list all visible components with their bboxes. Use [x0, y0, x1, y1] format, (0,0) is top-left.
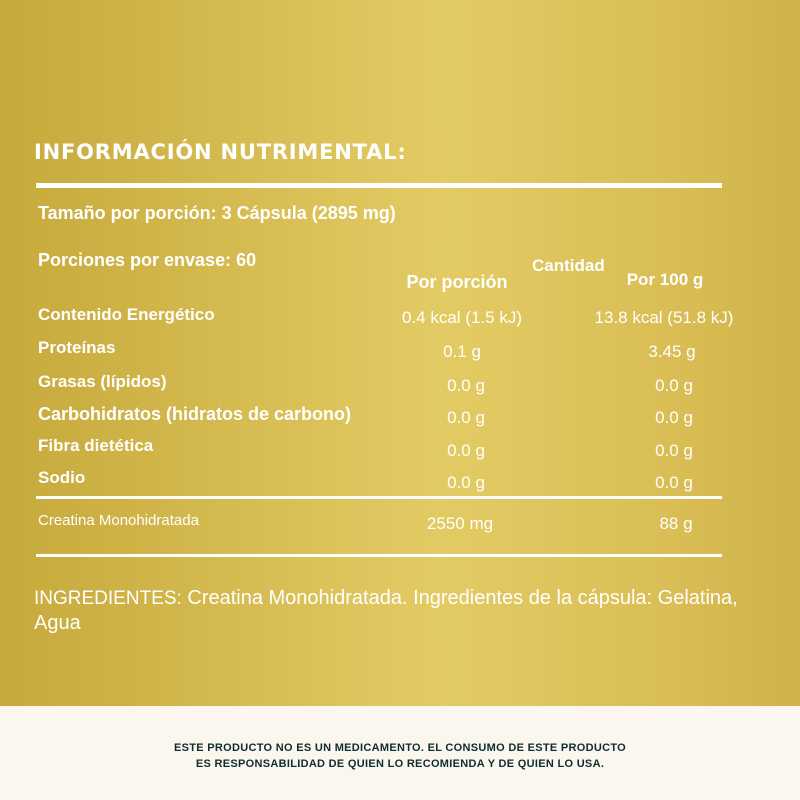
- creatine-per-100g: 88 g: [659, 514, 693, 533]
- per-serving-header: Por porción: [406, 272, 508, 292]
- serving-size: Tamaño por porción: 3 Cápsula (2895 mg): [38, 203, 396, 223]
- top-divider: [36, 183, 722, 188]
- nutrient-per-serving: 0.4 kcal (1.5 kJ): [402, 308, 522, 327]
- servings-per-container: Porciones por envase: 60: [38, 250, 257, 270]
- nutrient-per-100g: 13.8 kcal (51.8 kJ): [594, 308, 734, 327]
- disclaimer-line-1: ESTE PRODUCTO NO ES UN MEDICAMENTO. EL CONSUMO DE ESTE PRODUCTO: [173, 742, 627, 754]
- bottom-divider: [36, 554, 722, 557]
- nutrient-per-100g: 3.45 g: [648, 342, 696, 361]
- per-100g-header: Por 100 g: [626, 270, 704, 289]
- creatine-per-serving: 2550 mg: [426, 514, 494, 533]
- nutrient-per-serving: 0.0 g: [447, 441, 485, 460]
- nutrient-name: Carbohidratos (hidratos de carbono): [38, 404, 352, 424]
- creatine-name: Creatina Monohidratada: [38, 512, 199, 529]
- nutrient-name: Contenido Energético: [38, 305, 215, 324]
- nutrient-per-serving: 0.1 g: [443, 342, 481, 361]
- ingredients-label: INGREDIENTES:: [34, 588, 182, 609]
- label-title: INFORMACIÓN NUTRIMENTAL:: [34, 140, 407, 164]
- nutrient-per-serving: 0.0 g: [447, 473, 485, 492]
- nutrient-per-serving: 0.0 g: [447, 376, 485, 395]
- ingredients-block: [34, 586, 754, 635]
- middle-divider: [36, 496, 722, 499]
- disclaimer-line-2: ES RESPONSABILIDAD DE QUIEN LO RECOMIENDA Y DE QUIEN LO USA.: [195, 758, 605, 770]
- ingredients-text: Creatina Monohidratada. Ingredientes de la cápsula: Gelatina, Agua: [34, 587, 738, 634]
- nutrient-per-100g: 0.0 g: [655, 408, 693, 427]
- nutrient-name: Grasas (lípidos): [38, 372, 167, 391]
- nutrient-name: Proteínas: [38, 338, 116, 357]
- disclaimer-text: [0, 740, 800, 772]
- nutrient-per-serving: 0.0 g: [447, 408, 485, 427]
- nutrient-name: Sodio: [38, 468, 86, 487]
- nutrient-per-100g: 0.0 g: [655, 376, 693, 395]
- nutrient-per-100g: 0.0 g: [655, 473, 693, 492]
- nutrient-name: Fibra dietética: [38, 436, 154, 455]
- nutrient-per-100g: 0.0 g: [655, 441, 693, 460]
- quantity-header: Cantidad: [532, 256, 605, 275]
